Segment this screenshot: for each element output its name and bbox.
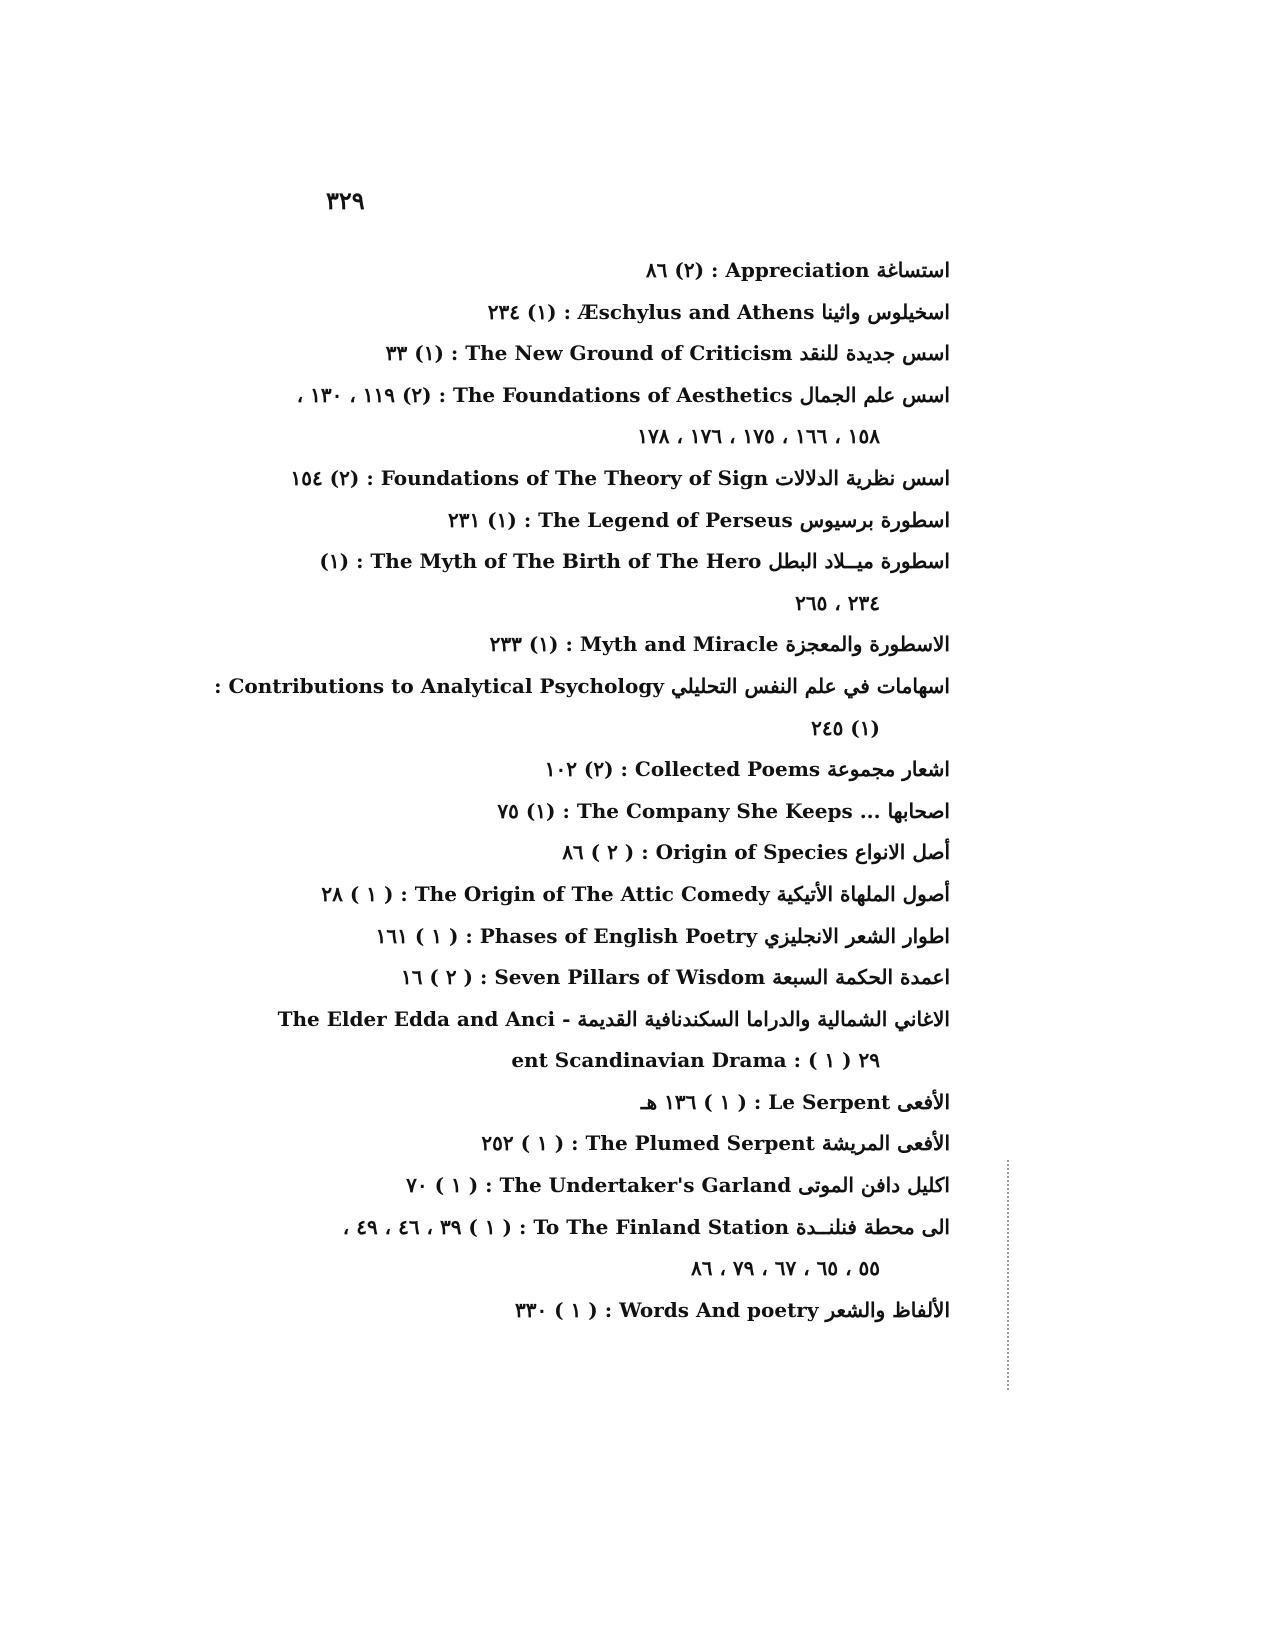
entry-continuation: (١) ٢٤٥ (811, 715, 880, 740)
entry-english-title: The New Ground of Criticism (465, 341, 793, 366)
entry-continuation: ent Scandinavian Drama : ( ١ ) ٢٩ (511, 1048, 880, 1073)
entry-continuation: ٥٥ ، ٦٥ ، ٦٧ ، ٧٩ ، ٨٦ (691, 1256, 880, 1281)
entry-reference: : ( ٢ ) ١٦ (400, 965, 488, 990)
entry-english-title: Appreciation (725, 258, 870, 282)
entry-arabic-title: اسطورة برسيوس (799, 507, 950, 532)
entry-reference: : ( ١ ) ٣٩ ، ٤٦ ، ٤٩ ، (342, 1214, 527, 1239)
entry-english-title: The Legend of Perseus (538, 507, 793, 532)
entry-english-title: The Myth of The Birth of The Hero (370, 549, 762, 574)
entry-arabic-title: أصل الانواع (855, 840, 950, 865)
entry-english-title: The Plumed Serpent (585, 1131, 815, 1156)
entry-english-title: Foundations of The Theory of Sign (380, 465, 769, 490)
index-entry (250, 333, 950, 375)
index-entry (250, 624, 950, 666)
entry-arabic-title: اسطورة ميــلاد البطل (768, 549, 950, 574)
entry-english-title: Myth and Miracle (579, 632, 779, 657)
entry-continuation: ١٥٨ ، ١٦٦ ، ١٧٥ ، ١٧٦ ، ١٧٨ (637, 424, 880, 449)
page-number: ٣٢٩ (326, 186, 365, 215)
index-entry (250, 1123, 950, 1165)
entry-arabic-title: اشعار مجموعة (827, 757, 950, 782)
entry-reference: : (١) ٢٣١ (447, 507, 532, 532)
index-entry (250, 250, 950, 292)
entry-english-title: Collected Poems (634, 757, 821, 782)
index-list (214, 250, 950, 1331)
entry-arabic-title: اطوار الشعر الانجليزي (764, 923, 950, 948)
entry-arabic-title: اسهامات في علم النفس التحليلي (670, 673, 950, 698)
entry-reference: : ( ١ ) ١٣٦ هـ (640, 1089, 762, 1114)
index-entry (250, 957, 950, 999)
entry-english-title: The Elder Edda and Anci (277, 1006, 556, 1031)
entry-reference: : (٢) ٨٦ (645, 258, 719, 282)
entry-reference: : (214, 673, 222, 698)
index-entry (250, 874, 950, 916)
index-entry (250, 1082, 950, 1124)
entry-arabic-title: الأفعى المريشة (821, 1131, 950, 1156)
entry-continuation: ٢٣٤ ، ٢٦٥ (795, 590, 880, 615)
entry-english-title: The Foundations of Aesthetics (452, 382, 793, 407)
entry-reference: : (١) ٢٣٤ (487, 299, 571, 324)
index-entry (250, 458, 950, 500)
entry-arabic-title: اسس جديدة للنقد (799, 341, 950, 366)
index-entry (250, 916, 950, 958)
entry-arabic-title: الأفعى (897, 1089, 950, 1114)
index-entry (250, 292, 950, 334)
entry-english-title: Origin of Species (655, 840, 849, 865)
entry-reference: : (١) ٧٥ (497, 798, 570, 823)
entry-reference: : (١) ٣٣ (385, 341, 459, 366)
entry-reference: : ( ١ ) ٢٥٢ (481, 1131, 579, 1156)
entry-english-title: Æschylus and Athens (577, 299, 815, 324)
index-entry (250, 541, 950, 624)
entry-english-title: The Origin of The Attic Comedy (414, 881, 770, 906)
entry-reference: : (١) (319, 549, 364, 574)
entry-arabic-title: اكليل دافن الموتى (798, 1173, 950, 1198)
entry-arabic-title: استساغة (876, 258, 950, 282)
margin-dots (1007, 1160, 1015, 1390)
entry-arabic-title: اسس نظرية الدلالات (775, 465, 950, 490)
index-entry (250, 791, 950, 833)
entry-reference: : (٢) ١١٩ ، ١٣٠ ، (296, 382, 446, 407)
entry-arabic-title: الاسطورة والمعجزة (785, 632, 950, 657)
entry-english-title: Contributions to Analytical Psychology (228, 673, 664, 698)
index-entry (250, 749, 950, 791)
entry-arabic-title: الألفاظ والشعر (825, 1297, 950, 1322)
index-entry (250, 999, 950, 1082)
entry-english-title: Seven Pillars of Wisdom (494, 965, 766, 990)
entry-reference: : ( ١ ) ١٦١ (375, 923, 473, 948)
index-entry (250, 1165, 950, 1207)
index-entry (250, 500, 950, 542)
entry-english-title: To The Finland Station (533, 1214, 790, 1239)
entry-english-title: Phases of English Poetry (479, 923, 758, 948)
entry-reference: : (١) ٢٣٣ (489, 632, 573, 657)
entry-arabic-title: الاغاني الشمالية والدراما السكندنافية القديمة - (562, 1006, 950, 1031)
index-entry (250, 1207, 950, 1290)
index-entry (214, 666, 950, 749)
entry-arabic-title: اعمدة الحكمة السبعة (772, 965, 950, 990)
entry-english-title: Le Serpent (768, 1089, 891, 1114)
entry-arabic-title: أصول الملهاة الأتيكية (776, 881, 950, 906)
entry-english-title: The Company She Keeps (576, 798, 853, 823)
entry-reference: : (٢) ١٠٢ (544, 757, 628, 782)
entry-arabic-title: اصحابها ... (859, 798, 950, 823)
entry-english-title: The Undertaker's Garland (499, 1173, 792, 1198)
entry-arabic-title: الى محطة فنلنــدة (796, 1214, 950, 1239)
entry-english-title: Words And poetry (619, 1297, 819, 1322)
entry-reference: : ( ٢ ) ٨٦ (562, 840, 649, 865)
index-entry (250, 1290, 950, 1332)
entry-reference: : ( ١ ) ٢٨ (321, 881, 408, 906)
entry-arabic-title: اسخيلوس واثينا (821, 299, 950, 324)
entry-reference: : ( ١ ) ٧٠ (406, 1173, 493, 1198)
entry-arabic-title: اسس علم الجمال (799, 382, 950, 407)
index-entry (250, 375, 950, 458)
entry-reference: : (٢) ١٥٤ (290, 465, 374, 490)
index-entry (250, 832, 950, 874)
entry-reference: : ( ١ ) ٣٣٠ (514, 1297, 613, 1322)
